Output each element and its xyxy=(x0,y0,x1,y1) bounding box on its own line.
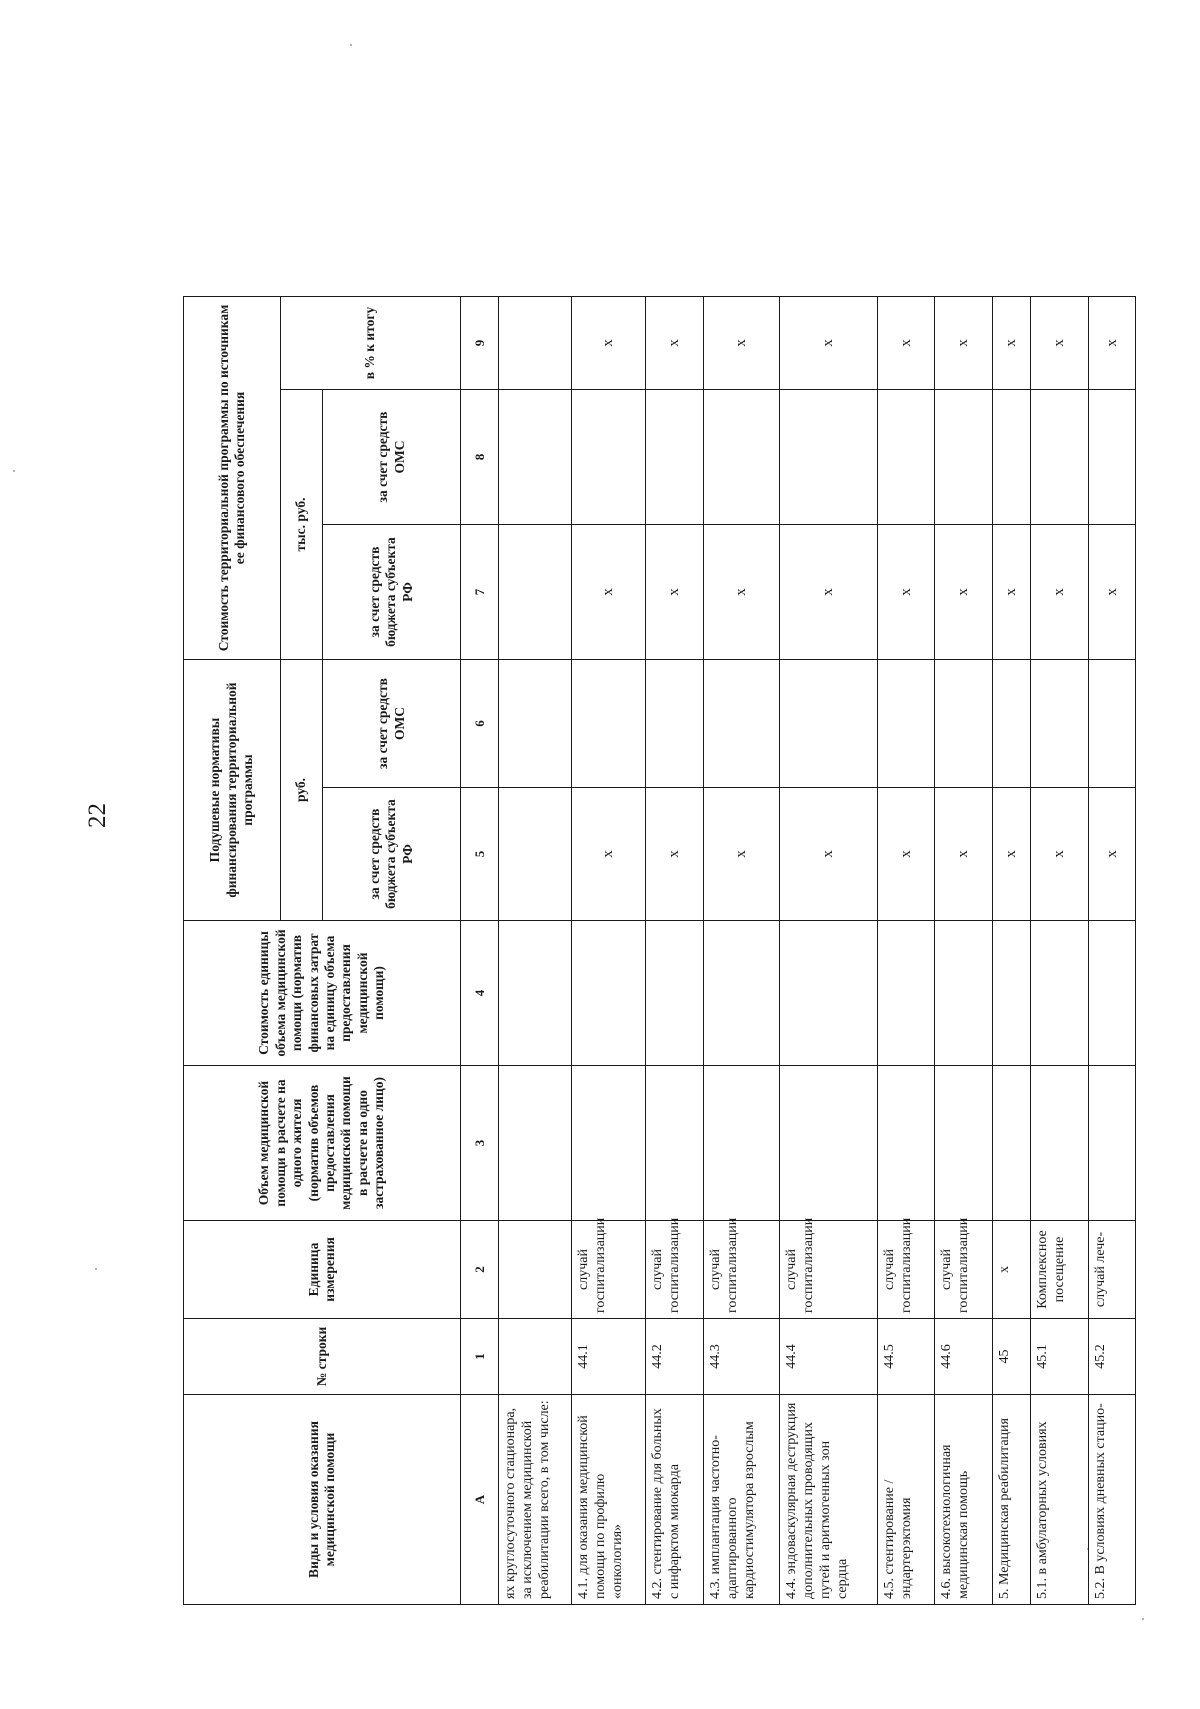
row-unit-cost xyxy=(704,921,780,1066)
row-line-number: 44.5 xyxy=(878,1319,935,1395)
blank-margin-cell xyxy=(704,139,780,297)
blank-margin-cell xyxy=(1089,139,1136,297)
header-oms-cost: за счет средств ОМС xyxy=(323,390,461,525)
row-line-number: 44.6 xyxy=(935,1319,993,1395)
blank-margin-cell xyxy=(184,139,281,297)
column-number: 8 xyxy=(461,390,499,525)
row-budget-norm: х xyxy=(1031,788,1089,921)
row-unit-cost xyxy=(993,921,1031,1066)
row-name: 5.2. В условиях дневных стацио- xyxy=(1089,1395,1136,1605)
row-line-number: 44.2 xyxy=(646,1319,704,1395)
row-oms-norm xyxy=(1031,660,1089,788)
header-thousand-rub: тыс. руб. xyxy=(281,390,323,660)
row-percent: х xyxy=(646,297,704,390)
row-percent: х xyxy=(878,297,935,390)
header-line-number: № строки xyxy=(184,1319,461,1395)
row-budget-norm: х xyxy=(572,788,646,921)
table-row xyxy=(935,139,993,1605)
header-types: Виды и условия оказания медицинской помощи xyxy=(184,1395,461,1605)
table-row xyxy=(646,139,704,1605)
row-volume xyxy=(572,1066,646,1221)
row-line-number: 45.1 xyxy=(1031,1319,1089,1395)
row-oms-cost xyxy=(935,390,993,525)
row-percent: х xyxy=(704,297,780,390)
row-name: 5. Медицинская реабилитация xyxy=(993,1395,1031,1605)
blank-margin-cell xyxy=(780,139,878,297)
row-name: 5.1. в амбулаторных условиях xyxy=(1031,1395,1089,1605)
row-volume xyxy=(780,1066,878,1221)
row-budget-cost: х xyxy=(993,525,1031,660)
row-percent: х xyxy=(572,297,646,390)
table-row xyxy=(780,139,878,1605)
header-program-cost: Стоимость территориальной программы по источникам ее финансового обеспечения xyxy=(184,297,281,660)
row-percent xyxy=(499,297,572,390)
blank-margin-cell xyxy=(572,139,646,297)
row-oms-cost xyxy=(572,390,646,525)
row-name: 4.2. стентирование для больных с инфарктом миокарда xyxy=(646,1395,704,1605)
blank-margin-cell xyxy=(935,139,993,297)
row-line-number: 44.1 xyxy=(572,1319,646,1395)
header-rub: руб. xyxy=(281,660,323,921)
row-unit-cost xyxy=(499,921,572,1066)
row-unit-cost xyxy=(646,921,704,1066)
scan-speck xyxy=(95,1268,97,1270)
row-oms-norm xyxy=(646,660,704,788)
table-body xyxy=(499,139,1136,1605)
row-unit: случай лече- xyxy=(1089,1221,1136,1319)
row-percent: х xyxy=(780,297,878,390)
row-budget-cost: х xyxy=(935,525,993,660)
row-volume xyxy=(1031,1066,1089,1221)
row-oms-cost xyxy=(878,390,935,525)
table-row xyxy=(878,139,935,1605)
column-number: 9 xyxy=(461,297,499,390)
row-unit: случай госпитализации xyxy=(935,1221,993,1319)
scan-speck xyxy=(13,470,15,472)
header-per-capita-norms: Подушевые нормативы финансирования территориальной программы xyxy=(184,660,281,921)
row-budget-norm: х xyxy=(780,788,878,921)
row-line-number: 45.2 xyxy=(1089,1319,1136,1395)
page-number: 22 xyxy=(84,803,111,828)
row-volume xyxy=(1089,1066,1136,1221)
row-budget-norm: х xyxy=(704,788,780,921)
row-unit: случай госпитализации xyxy=(646,1221,704,1319)
row-percent: х xyxy=(935,297,993,390)
row-unit: случай госпитализации xyxy=(704,1221,780,1319)
row-oms-norm xyxy=(780,660,878,788)
header-volume: Объем медицинской помощи в расчете на одного жителя (норматив объемов предоставления медицинской помощи в расчете на одно застрахованное лицо) xyxy=(184,1066,461,1221)
row-budget-norm xyxy=(499,788,572,921)
blank-margin-cell xyxy=(461,139,499,297)
scan-speck xyxy=(1142,1618,1144,1620)
header-oms-norm: за счет средств ОМС xyxy=(323,660,461,788)
row-budget-cost: х xyxy=(572,525,646,660)
row-name: ях круглосуточного стационара, за исключением медицинской реабилитации всего, в том числе: xyxy=(499,1395,572,1605)
row-budget-cost xyxy=(499,525,572,660)
row-budget-cost: х xyxy=(1031,525,1089,660)
row-volume xyxy=(499,1066,572,1221)
blank-margin-cell xyxy=(878,139,935,297)
header-unit-cost: Стоимость единицы объема медицинской помощи (норматив финансовых затрат на единицу объема предоставления медицинской помощи) xyxy=(184,921,461,1066)
row-oms-norm xyxy=(1089,660,1136,788)
header-percent: в % к итогу xyxy=(281,297,461,390)
row-budget-cost: х xyxy=(704,525,780,660)
row-budget-cost: х xyxy=(1089,525,1136,660)
row-percent: х xyxy=(1031,297,1089,390)
row-oms-cost xyxy=(704,390,780,525)
row-oms-norm xyxy=(572,660,646,788)
row-unit: случай госпитализации xyxy=(878,1221,935,1319)
row-oms-norm xyxy=(704,660,780,788)
row-budget-cost: х xyxy=(780,525,878,660)
table-row xyxy=(993,139,1031,1605)
row-budget-norm: х xyxy=(935,788,993,921)
row-volume xyxy=(993,1066,1031,1221)
table-row xyxy=(1089,139,1136,1605)
row-percent: х xyxy=(1089,297,1136,390)
row-budget-norm: х xyxy=(878,788,935,921)
row-budget-cost: х xyxy=(878,525,935,660)
header-unit: Единица измерения xyxy=(184,1221,461,1319)
row-unit: Комплексное посещение xyxy=(1031,1221,1089,1319)
row-budget-norm: х xyxy=(646,788,704,921)
row-unit-cost xyxy=(878,921,935,1066)
row-name: 4.3. имплантация частотно-адаптированного кардиостимулятора взрослым xyxy=(704,1395,780,1605)
table-row xyxy=(704,139,780,1605)
row-line-number xyxy=(499,1319,572,1395)
column-number: 5 xyxy=(461,788,499,921)
row-oms-cost xyxy=(1089,390,1136,525)
row-oms-norm xyxy=(499,660,572,788)
blank-margin-cell xyxy=(499,139,572,297)
table-row xyxy=(572,139,646,1605)
column-number: 4 xyxy=(461,921,499,1066)
row-unit-cost xyxy=(935,921,993,1066)
column-number: 3 xyxy=(461,1066,499,1221)
row-oms-cost xyxy=(780,390,878,525)
blank-margin-cell xyxy=(993,139,1031,297)
row-budget-norm: х xyxy=(993,788,1031,921)
blank-margin-cell xyxy=(1031,139,1089,297)
row-unit xyxy=(499,1221,572,1319)
row-oms-cost xyxy=(993,390,1031,525)
row-volume xyxy=(935,1066,993,1221)
column-number-row xyxy=(461,139,499,1605)
column-number: 2 xyxy=(461,1221,499,1319)
header-budget-norm: за счет средств бюджета субъекта РФ xyxy=(323,788,461,921)
header-budget-cost: за счет средств бюджета субъекта РФ xyxy=(323,525,461,660)
row-budget-norm: х xyxy=(1089,788,1136,921)
row-unit: х xyxy=(993,1221,1031,1319)
blank-margin-cell xyxy=(281,139,323,297)
row-unit: случай госпитализации xyxy=(780,1221,878,1319)
row-oms-norm xyxy=(878,660,935,788)
row-volume xyxy=(646,1066,704,1221)
column-number: 1 xyxy=(461,1319,499,1395)
row-name: 4.4. эндоваскулярная деструкция дополнительных проводящих путей и аритмогенных зон сердца xyxy=(780,1395,878,1605)
row-name: 4.1. для оказания медицинской помощи по профилю «онкология» xyxy=(572,1395,646,1605)
row-percent: х xyxy=(993,297,1031,390)
row-volume xyxy=(878,1066,935,1221)
row-oms-norm xyxy=(935,660,993,788)
row-name: 4.6. высокотехнологичная медицинская помощь xyxy=(935,1395,993,1605)
rotated-table-wrapper xyxy=(183,139,1120,1605)
row-budget-cost: х xyxy=(646,525,704,660)
row-unit-cost xyxy=(1089,921,1136,1066)
table-row xyxy=(499,139,572,1605)
row-oms-cost xyxy=(646,390,704,525)
column-number: А xyxy=(461,1395,499,1605)
blank-margin-cell xyxy=(646,139,704,297)
column-number: 7 xyxy=(461,525,499,660)
blank-margin-cell xyxy=(323,139,461,297)
row-oms-norm xyxy=(993,660,1031,788)
row-volume xyxy=(704,1066,780,1221)
row-oms-cost xyxy=(1031,390,1089,525)
row-line-number: 45 xyxy=(993,1319,1031,1395)
row-line-number: 44.4 xyxy=(780,1319,878,1395)
scan-speck xyxy=(350,44,352,46)
row-name: 4.5. стентирование / эндартерэктомия xyxy=(878,1395,935,1605)
column-number: 6 xyxy=(461,660,499,788)
row-unit-cost xyxy=(780,921,878,1066)
financing-table xyxy=(183,138,1136,1605)
row-oms-cost xyxy=(499,390,572,525)
row-line-number: 44.3 xyxy=(704,1319,780,1395)
row-unit: случай госпитализации xyxy=(572,1221,646,1319)
row-unit-cost xyxy=(572,921,646,1066)
table-row xyxy=(1031,139,1089,1605)
row-unit-cost xyxy=(1031,921,1089,1066)
